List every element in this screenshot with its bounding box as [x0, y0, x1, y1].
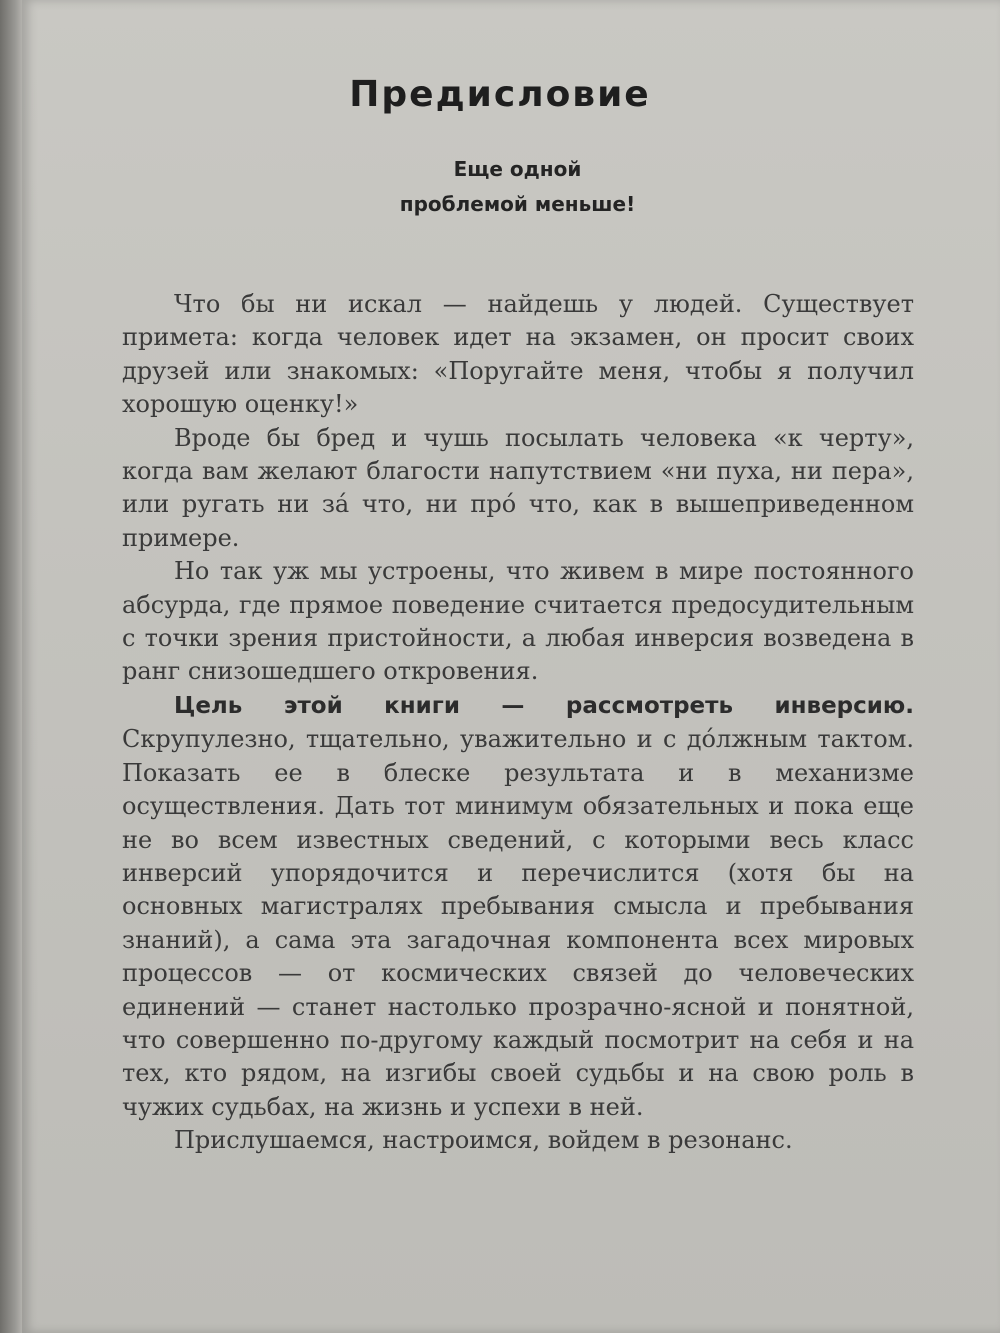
paragraph-4-rest: Скрупулезно, тщательно, уважительно и с дóлжным тактом. Показать ее в блеске результата и в механизме осуществления. Дать тот минимум обязательных и пока еще не во всем известных сведений, с которыми весь класс инверсий упорядочится и перечислится (хотя бы на основных магистралях пребывания смысла и пребывания знаний), а сама эта загадочная компонента всех мировых процессов — от космических связей до человеческих единений — станет настолько прозрачно-ясной и понятной, что совершенно по-другому каждый посмотрит на себя и на тех, кто рядом, на изгибы своей судьбы и на свою роль в чужих судьбах, на жизнь и успехи в ней. — [122, 725, 914, 1121]
paragraph-4-bold-lead: Цель этой книги — рассмотреть инверсию. — [174, 692, 914, 719]
paragraph-3: Но так уж мы устроены, что живем в мире постоянного абсурда, где прямое поведение считается предосудительным с точки зрения пристойности, а любая инверсия возведена в ранг снизошедшего откровения. — [122, 557, 914, 686]
subtitle-line-2: проблемой меньше! — [399, 192, 636, 216]
subtitle-line-1: Еще одной — [453, 157, 582, 181]
paragraph-5: Прислушаемся, настроимся, войдем в резонанс. — [174, 1126, 793, 1155]
body-text — [122, 288, 914, 1158]
paragraph-4 — [122, 689, 914, 1124]
paragraph-1: Что бы ни искал — найдешь у людей. Существует примета: когда человек идет на экзамен, он просит своих друзей или знакомых: «Поругайте меня, чтобы я получил хорошую оценку!» — [122, 290, 914, 419]
page-title: Предисловие — [349, 74, 651, 115]
subtitle-block — [0, 152, 1000, 222]
paragraph-2: Вроде бы бред и чушь посылать человека «к черту», когда вам желают благости напутствием «ни пуха, ни пера», или ругать ни зá что, ни прó что, как в вышеприведенном примере. — [122, 423, 914, 552]
